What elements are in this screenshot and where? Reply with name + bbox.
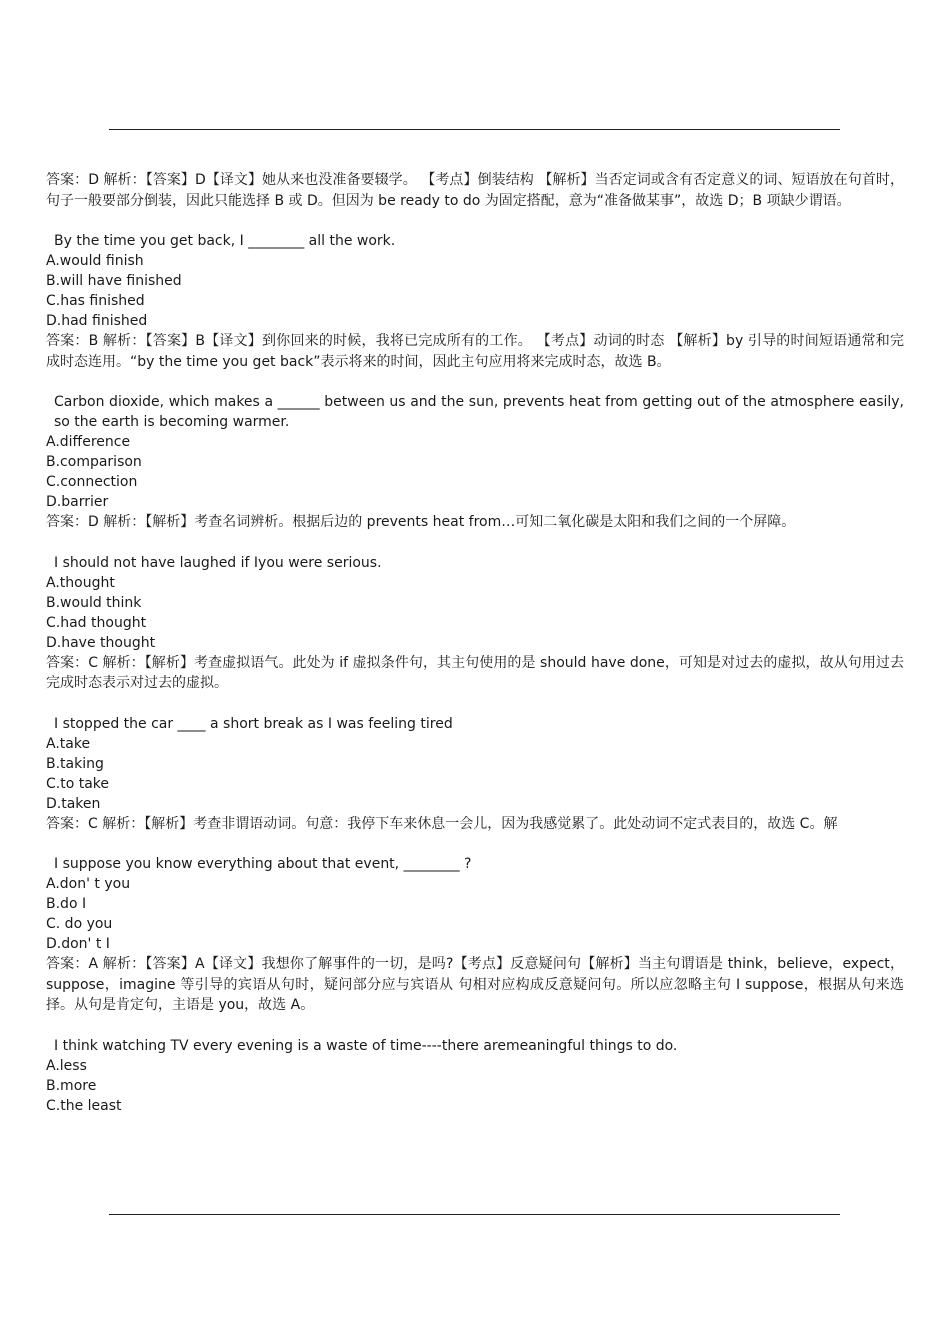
option-c: C.connection <box>46 474 138 490</box>
option-c: C.the least <box>46 1097 122 1114</box>
option-c: C.to take <box>46 775 110 792</box>
question-stem: I stopped the car ____ a short break as I was feeling tired <box>54 715 453 732</box>
option-a: A.difference <box>46 434 131 450</box>
question-block <box>46 231 904 372</box>
answer-explanation: 答案：D 解析：【解析】考查名词辨析。根据后边的 prevents heat from…可知二氧化碳是太阳和我们之间的一个屏障。 <box>46 514 796 530</box>
answer-explanation: 答案：C 解析：【解析】考查虚拟语气。此处为 if 虚拟条件句，其主句使用的是 should have done，可知是对过去的虚拟，故从句用过去完成时态表示对过去的虚拟。 <box>46 654 904 691</box>
option-d: D.don' t I <box>46 936 110 952</box>
option-b: B.more <box>46 1077 97 1094</box>
question-stem: I suppose you know everything about that event, ________ ? <box>54 856 472 872</box>
top-rule <box>109 129 840 130</box>
option-b: B.do I <box>46 896 87 912</box>
question-stem: I should not have laughed if Iyou were serious. <box>54 554 382 571</box>
answer-explanation: 答案：D 解析：【答案】D【译文】她从来也没准备要辍学。 【考点】倒装结构 【解析】当否定词或含有否定意义的词、短语放在句首时，句子一般要部分倒装，因此只能选择 B 或 D。但因为 be ready to do 为固定搭配，意为“准备做某事”，故选 D；B 项缺少谓语。 <box>46 172 904 209</box>
option-a: A.thought <box>46 574 115 591</box>
question-block <box>46 1036 904 1116</box>
option-a: A.take <box>46 735 91 752</box>
question-block <box>46 392 904 533</box>
option-d: D.had finished <box>46 313 148 329</box>
option-a: A.would finish <box>46 253 144 269</box>
question-stem: Carbon dioxide, which makes a ______ between us and the sun, prevents heat from getting out of the atmosphere easily, so the earth is becoming warmer. <box>54 394 904 430</box>
option-b: B.taking <box>46 755 104 772</box>
question-block <box>46 553 904 694</box>
option-a: A.less <box>46 1057 87 1074</box>
option-b: B.will have finished <box>46 273 182 289</box>
bottom-rule <box>109 1214 840 1215</box>
answer-explanation: 答案：B 解析：【答案】B【译文】到你回来的时候，我将已完成所有的工作。 【考点】动词的时态 【解析】by 引导的时间短语通常和完成时态连用。“by the time you get back”表示将来的时间，因此主句应用将来完成时态，故选 B。 <box>46 333 904 370</box>
option-d: D.taken <box>46 795 101 812</box>
question-block <box>46 854 904 1016</box>
question-stem: By the time you get back, I ________ all the work. <box>54 233 396 249</box>
option-d: D.barrier <box>46 494 109 510</box>
answer-explanation: 答案：C 解析：【解析】考查非谓语动词。句意：我停下车来休息一会儿，因为我感觉累了。此处动词不定式表目的，故选 C。解 <box>46 815 838 832</box>
question-block <box>46 714 904 835</box>
answer-explanation: 答案：A 解析：【答案】A【译文】我想你了解事件的一切，是吗?【考点】反意疑问句【解析】当主句谓语是 think，believe，expect，suppose，imagine 等引导的宾语从句时，疑问部分应与宾语从 句相对应构成反意疑问句。所以应忽略主句 I suppose，根据从句来选择。从句是肯定句，主语是 you，故选 A。 <box>46 956 904 1013</box>
option-b: B.comparison <box>46 454 142 470</box>
option-b: B.would think <box>46 594 142 611</box>
option-a: A.don' t you <box>46 876 131 892</box>
option-c: C.had thought <box>46 614 147 631</box>
option-c: C.has finished <box>46 293 145 309</box>
option-d: D.have thought <box>46 634 156 651</box>
option-c: C. do you <box>46 916 113 932</box>
question-stem: I think watching TV every evening is a waste of time----there aremeaningful things to do. <box>54 1037 678 1054</box>
content <box>46 170 904 1116</box>
